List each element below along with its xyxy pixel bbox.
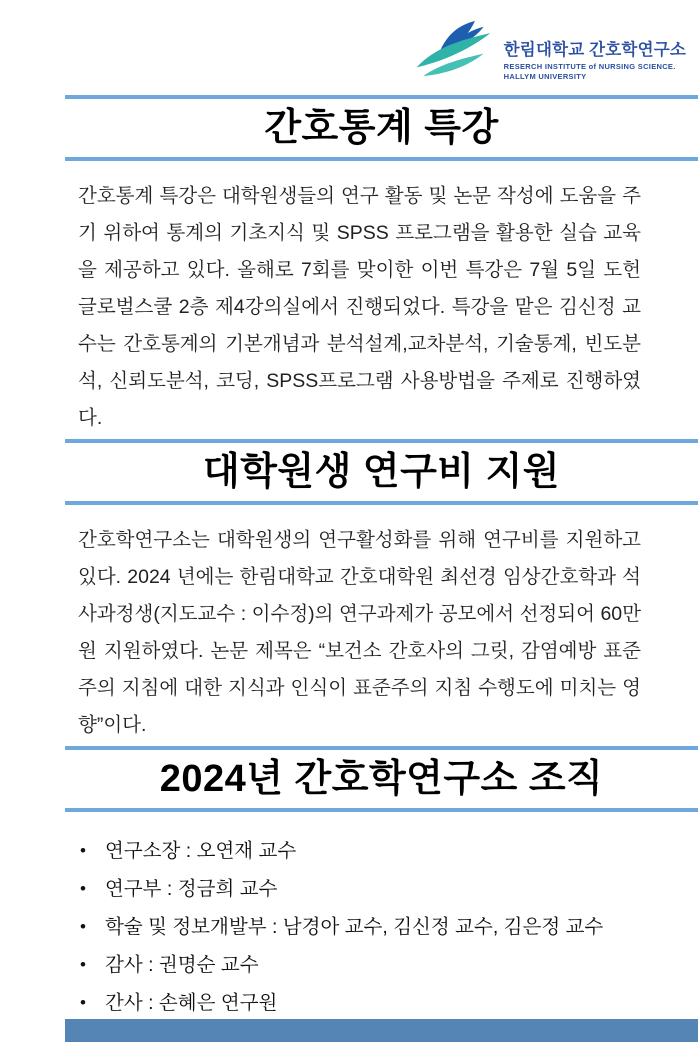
list-item-secretary [65, 984, 698, 1022]
bullet-icon: • [80, 993, 86, 1012]
list-item-director [65, 832, 698, 870]
logo-org-subtitle-line1: RESERCH INSTITUTE of NURSING SCIENCE. [503, 61, 676, 71]
logo-org-subtitle-line2: HALLYM UNIVERSITY [503, 72, 587, 81]
section-heading-organization: 2024년 간호학연구소 조직 [159, 758, 604, 800]
list-item-label: 연구부 : 정금희 교수 [105, 878, 278, 900]
paragraph-statistics-lecture: 간호통계 특강은 대학원생들의 연구 활동 및 논문 작성에 도움을 주기 위하여 통계의 기초지식 및 SPSS 프로그램을 활용한 실습 교육을 제공하고 있다. 올해로 7회를 맞이한 이번 특강은 7월 5일 도헌글로벌스쿨 2층 제4강의실에서 진행되었다. 특강을 맡은 김신정 교수는 간호통계의 기본개념과 분석설계,교차분석, 기술통계, 빈도분석, 신뢰도분석, 코딩, SPSS프로그램 사용방법을 주제로 진행하였다. [78, 185, 641, 429]
list-item-research-dept [65, 870, 698, 908]
footer-bar [65, 1019, 698, 1042]
institute-logo [413, 20, 686, 82]
logo-wave-icon [413, 20, 499, 82]
bullet-icon: • [80, 879, 86, 898]
list-item-label: 간사 : 손혜은 연구원 [105, 992, 278, 1014]
logo-org-name: 한림대학교 간호학연구소 [503, 41, 686, 59]
list-item-label: 감사 : 권명순 교수 [105, 954, 259, 976]
list-item-academic-dept [65, 908, 698, 946]
section-divider [65, 808, 698, 812]
content-column [65, 95, 698, 1022]
list-item-label: 연구소장 : 오연재 교수 [105, 840, 297, 862]
section-divider [65, 157, 698, 161]
logo-text-block [504, 36, 686, 82]
paragraph-research-funding: 간호학연구소는 대학원생의 연구활성화를 위해 연구비를 지원하고 있다. 2024 년에는 한림대학교 간호대학원 최선경 임상간호학과 석사과정생(지도교수 : 이수정)의 연구과제가 공모에서 선정되어 60만원 지원하였다. 논문 제목은 “보건소 간호사의 그릿, 감염예방 표준주의 지침에 대한 지식과 인식이 표준주의 지침 수행도에 미치는 영향”이다. [78, 529, 641, 736]
bullet-icon: • [80, 917, 86, 936]
list-item-label: 학술 및 정보개발부 : 남경아 교수, 김신정 교수, 김은정 교수 [105, 916, 604, 938]
section-heading-research-funding: 대학원생 연구비 지원 [203, 451, 560, 493]
bullet-icon: • [80, 955, 86, 974]
list-item-auditor [65, 946, 698, 984]
section-heading-statistics-lecture: 간호통계 특강 [264, 107, 499, 149]
organization-list [65, 832, 698, 1022]
section-divider [65, 501, 698, 505]
bullet-icon: • [80, 841, 86, 860]
